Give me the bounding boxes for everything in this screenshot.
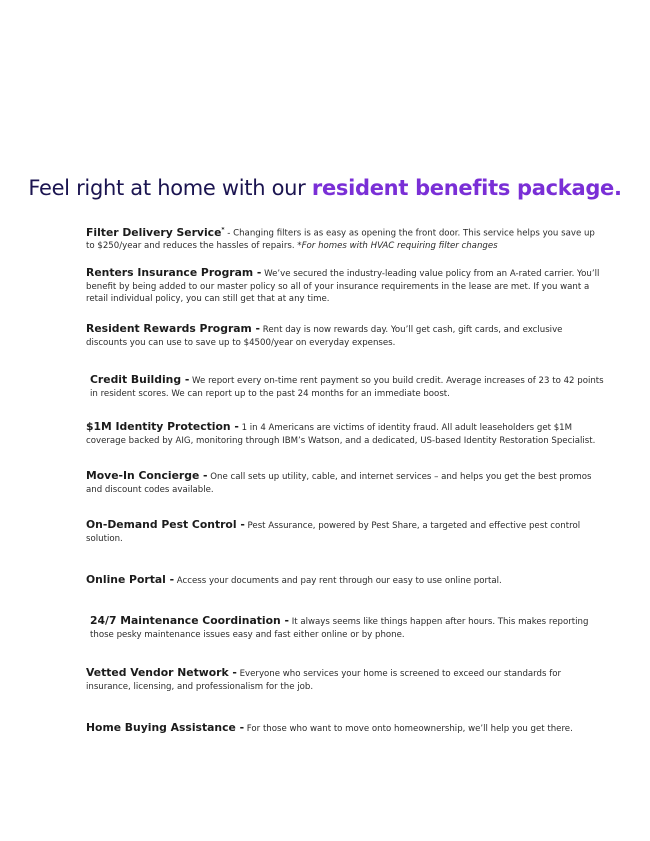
page-title (0, 176, 650, 200)
benefit-renters-insurance (86, 267, 606, 306)
benefit-name: Resident Rewards Program - (86, 322, 261, 335)
benefit-footnote: *For homes with HVAC requiring filter changes (294, 241, 498, 252)
benefit-filter-delivery (86, 224, 606, 253)
benefit-vetted-vendor-network (86, 667, 606, 693)
benefit-name: $1M Identity Protection - (86, 420, 239, 433)
benefit-name: Move-In Concierge - (86, 469, 208, 482)
benefit-description: It always seems like things happen after hours. This makes reporting those pesky maintenance issues easy and fast either online or by phone. (90, 617, 589, 640)
benefit-home-buying-assistance (86, 722, 606, 736)
benefit-description: - Changing filters is as easy as opening the front door. This service helps you save up to $250/year and reduces the hassles of repairs. (86, 228, 595, 252)
benefit-description: Access your documents and pay rent through our easy to use online portal. (174, 576, 502, 586)
title-prefix: Feel right at home with our (28, 176, 312, 200)
benefit-credit-building (90, 374, 610, 400)
benefit-maintenance-coordination (90, 615, 610, 641)
benefit-name: Home Buying Assistance - (86, 721, 245, 734)
benefit-pest-control (86, 519, 606, 545)
benefit-description: We report every on-time rent payment so you build credit. Average increases of 23 to 42 points in resident scores. We can report up to the past 24 months for an immediate boost. (90, 376, 604, 399)
benefit-online-portal (86, 574, 606, 588)
benefit-name: Credit Building - (90, 373, 190, 386)
benefit-description: For those who want to move onto homeownership, we’ll help you get there. (244, 724, 573, 734)
benefit-description: We’ve secured the industry-leading value policy from an A-rated carrier. You’ll benefit by being added to our master policy so all of your insurance requirements in the lease are met. If you want a retail individual policy, you can still get that at any time. (86, 269, 600, 305)
benefit-resident-rewards (86, 323, 606, 349)
benefit-name: Filter Delivery Service* (86, 225, 225, 239)
benefit-name: Online Portal - (86, 573, 175, 586)
benefit-name: Vetted Vendor Network - (86, 666, 237, 679)
title-accent: resident benefits package. (311, 176, 622, 200)
benefit-move-in-concierge (86, 470, 606, 496)
benefit-description: One call sets up utility, cable, and internet services – and helps you get the best promos and discount codes available. (86, 472, 592, 495)
benefit-description: Everyone who services your home is screened to exceed our standards for insurance, licensing, and professionalism for the job. (86, 669, 562, 692)
benefit-name: On-Demand Pest Control - (86, 518, 245, 531)
asterisk-marker: * (221, 226, 225, 233)
benefit-name: 24/7 Maintenance Coordination - (90, 614, 289, 627)
benefit-description: Rent day is now rewards day. You’ll get cash, gift cards, and exclusive discounts you can use to save up to $4500/year on everyday expenses. (86, 325, 563, 348)
benefit-name: Renters Insurance Program - (86, 266, 262, 279)
benefit-description: 1 in 4 Americans are victims of identity fraud. All adult leaseholders get $1M coverage backed by AIG, monitoring through IBM’s Watson, and a dedicated, US-based Identity Restoration Specialist. (86, 423, 596, 446)
benefit-description: Pest Assurance, powered by Pest Share, a targeted and effective pest control solution. (86, 521, 581, 544)
benefit-identity-protection (86, 421, 606, 447)
